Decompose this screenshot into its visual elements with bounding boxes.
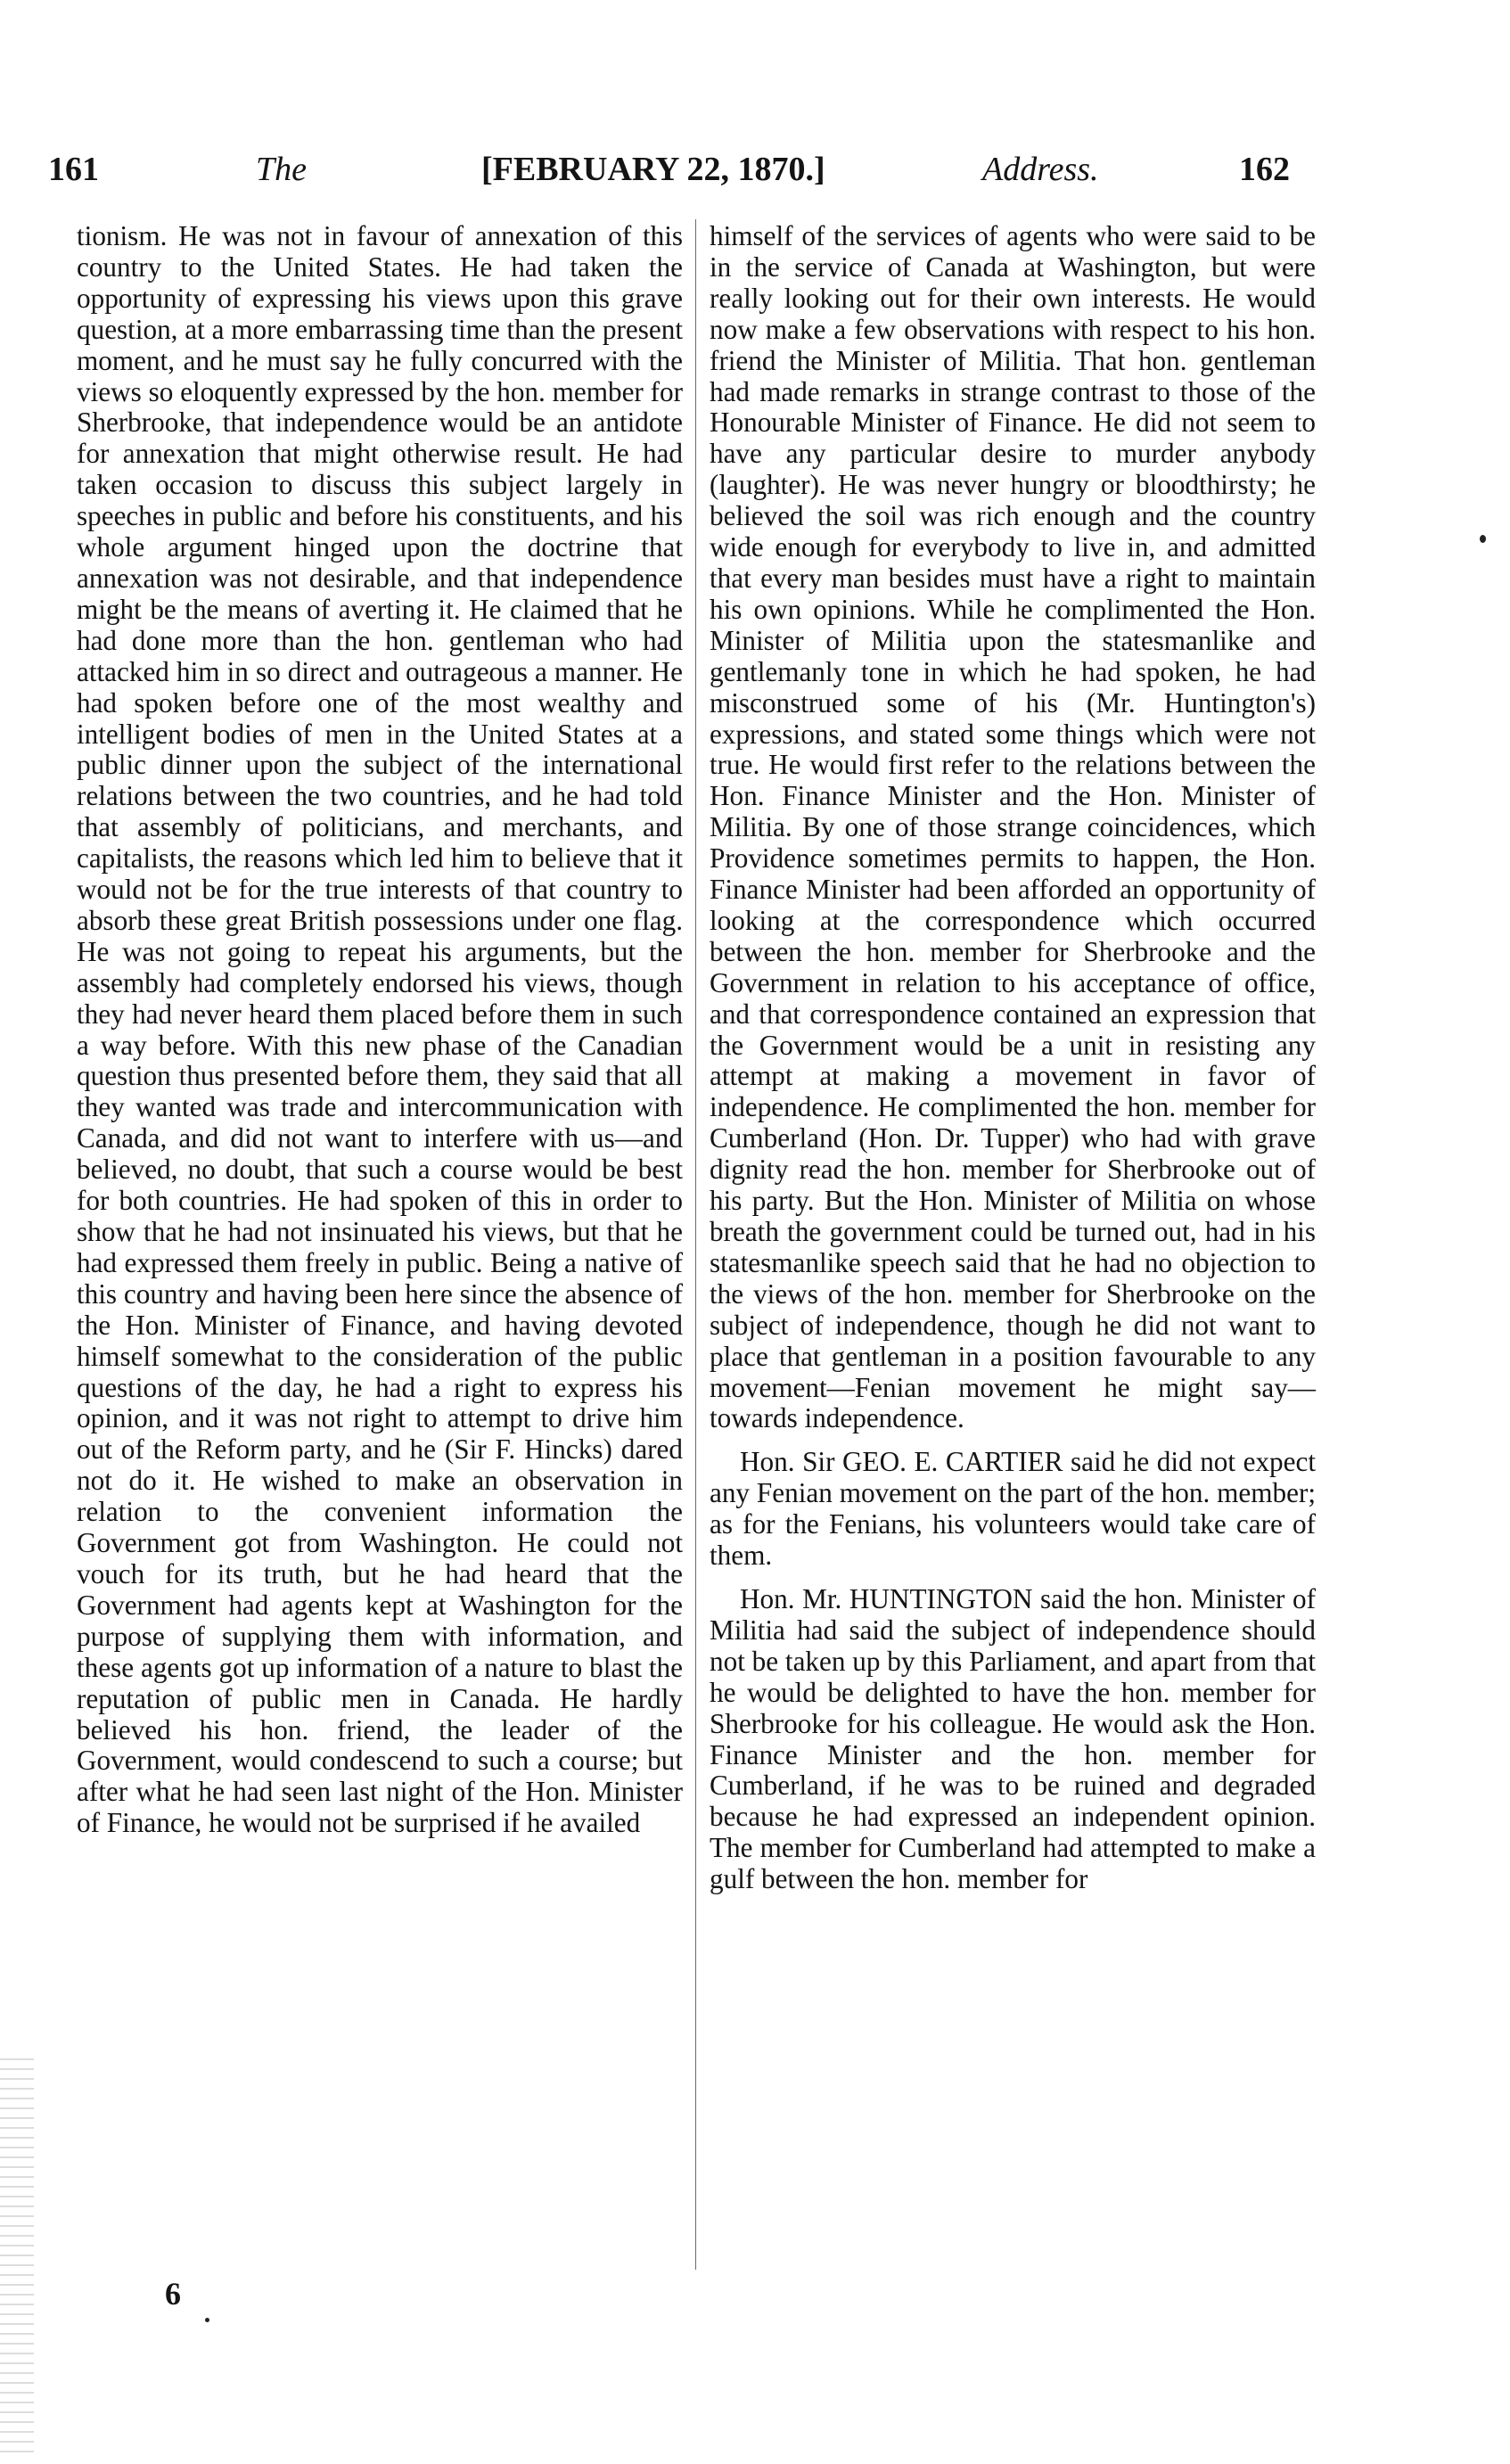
right-paragraph-2: Hon. Sir GEO. E. CARTIER said he did not expect any Fenian movement on the part of the hon. member; as for the Fenians, his volunteers would take care of them. [710,1446,1316,1572]
signature-mark: 6 [165,2276,181,2312]
right-column [710,221,1316,1895]
running-title-right: Address. [982,151,1099,188]
header-date: [FEBRUARY 22, 1870.] [481,151,825,188]
left-paragraph-1: tionism. He was not in favour of annexation of this country to the United States. He had taken the opportunity of expressing his views upon this grave question, at a more embarrassing time than the present moment, and he must say he fully concurred with the views so eloquently expressed by the hon. member for Sherbrooke, that independence would be an antidote for annexation that might otherwise result. He had taken occasion to discuss this subject largely in speeches in public and before his constituents, and his whole argument hinged upon the doctrine that annexation was not desirable, and that independence might be the means of averting it. He claimed that he had done more than the hon. gentleman who had attacked him in so direct and outrageous a manner. He had spoken before one of the most wealthy and intelligent bodies of men in the United States at a public dinner upon the subject of the international relations between the two countries, and he had told that assembly of politicians, and merchants, and capitalists, the reasons which led him to believe that it would not be for the true interests of that country to absorb these great British possessions under one flag. He was not going to repeat his arguments, but the assembly had completely endorsed his views, though they had never heard them placed before them in such a way before. With this new phase of the Canadian question thus presented before them, they said that all they wanted was trade and intercommunication with Canada, and did not want to interfere with us—and believed, no doubt, that such a course would be best for both countries. He had spoken of this in order to show that he had not insinuated his views, but that he had expressed them freely in public. Being a native of this country and having been here since the absence of the Hon. Minister of Finance, and having devoted himself somewhat to the consideration of the public questions of the day, he had a right to express his opinion, and it was not right to attempt to drive him out of the Reform party, and he (Sir F. Hincks) dared not do it. He wished to make an observation in relation to the convenient information the Government got from Washington. He could not vouch for its truth, but he had heard that the Government had agents kept at Washington for the purpose of supplying them with information, and these agents got up information of a nature to blast the reputation of public men in Canada. He hardly believed his hon. friend, the leader of the Government, would condescend to such a course; but after what he had seen last night of the Hon. Minister of Finance, he would not be surprised if he availed [77,220,683,1839]
left-column [77,221,683,1839]
scan-edge-noise [0,2050,34,2460]
column-divider [695,219,696,2270]
running-header [46,150,1309,203]
right-paragraph-3: Hon. Mr. HUNTINGTON said the hon. Minister of Militia had said the subject of independence should not be taken up by this Parliament, and apart from that he would be delighted to have the hon. member for Sherbrooke for his colleague. He would ask the Hon. Finance Minister and the hon. member for Cumberland, if he was to be ruined and degraded because he had expressed an independent opinion. The member for Cumberland had attempted to make a gulf between the hon. member for [710,1582,1316,1895]
scan-speck [1480,535,1486,543]
running-title-left: The [256,151,307,188]
right-paragraph-1: himself of the services of agents who were said to be in the service of Canada at Washington, but were really looking out for their own interests. He would now make a few observations with respect to his hon. friend the Minister of Militia. That hon. gentleman had made remarks in strange contrast to those of the Honourable Minister of Finance. He did not seem to have any particular desire to murder anybody (laughter). He was never hungry or bloodthirsty; he believed the soil was rich enough and the country wide enough for everybody to live in, and admitted that every man besides must have a right to maintain his own opinions. While he complimented the Hon. Minister of Militia upon the statesmanlike and gentlemanly tone in which he had spoken, he had misconstrued some of his (Mr. Huntington's) expressions, and stated some things which were not true. He would first refer to the relations between the Hon. Finance Minister and the Hon. Minister of Militia. By one of those strange coincidences, which Providence sometimes permits to happen, the Hon. Finance Minister had been afforded an opportunity of looking at the correspondence which occurred between the hon. member for Sherbrooke and the Government in relation to his acceptance of office, and that correspondence contained an expression that the Government would be a unit in resisting any attempt at making a movement in favor of independence. He complimented the hon. member for Cumberland (Hon. Dr. Tupper) who had with grave dignity read the hon. member for Sherbrooke out of his party. But the Hon. Minister of Militia on whose breath the government could be turned out, had in his statesmanlike speech said that he had no objection to the views of the hon. member for Sherbrooke on the subject of independence, though he did not want to place that gentleman in a position favourable to any movement—Fenian movement he might say—towards independence. [710,220,1316,1434]
left-page-number: 161 [48,151,99,188]
scan-speck [205,2318,209,2322]
right-page-number: 162 [1239,151,1290,188]
